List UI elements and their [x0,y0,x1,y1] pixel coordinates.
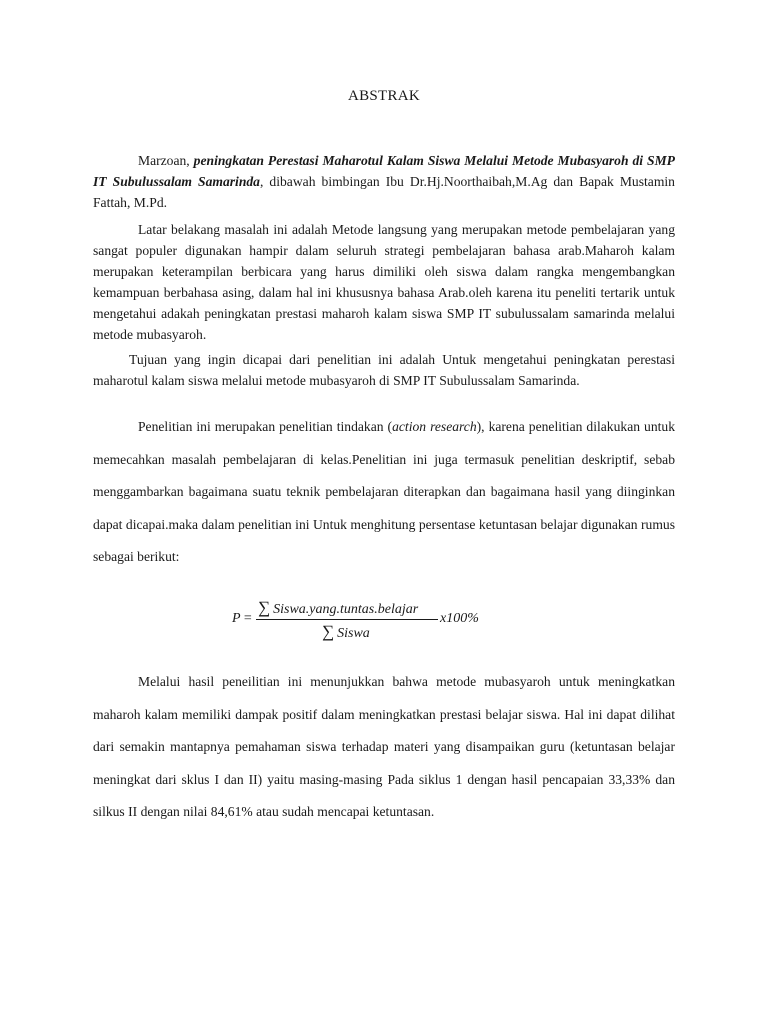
paragraph-background: Latar belakang masalah ini adalah Metode langsung yang merupakan metode pembelajaran yang sangat populer digunakan hampir dalam seluruh strategi pembelajaran bahasa arab.Maharoh kalam merupakan keterampilan berbicara yang harus dimiliki oleh siswa dalam rangka mengembangkan kemampuan berbahasa asing, dalam hal ini khususnya bahasa Arab.oleh karena itu peneliti tertarik untuk mengetahui adakah peningkatan prestasi maharoh kalam siswa SMP IT subulussalam samarinda melalui metode mubasyaroh. [93,222,675,342]
formula-multiplier: x100% [440,611,479,626]
page-title: ABSTRAK [347,88,421,104]
formula-lhs: P = [232,611,252,626]
thesis-title: peningkatan Perestasi Maharotul Kalam Siswa Melalui Metode Mubasyaroh di SMP IT Subulussalam Samarinda [93,153,675,189]
percentage-formula [232,598,512,644]
method-italic-term: action research [392,419,477,434]
formula-numerator: ∑ Siswa.yang.tuntas.belajar [258,598,419,617]
paragraph-results: Melalui hasil peneilitian ini menunjukkan bahwa metode mubasyaroh untuk meningkatkan maharoh kalam memiliki dampak positif dalam meningkatkan prestasi belajar siswa. Hal ini dapat dilihat dari semakin mantapnya pemahaman siswa terhadap materi yang disampaikan guru (ketuntasan belajar meningkat dari sklus I dan II) yaitu masing-masing Pada siklus 1 dengan hasil pencapaian 33,33% dan silkus II dengan nilai 84,61% atau sudah mencapai ketuntasan. [93,674,675,819]
paragraph-identity [93,150,675,213]
paragraph-objective: Tujuan yang ingin dicapai dari penelitian ini adalah Untuk mengetahui peningkatan perestasi maharotul kalam siswa melalui metode mubasyaroh di SMP IT Subulussalam Samarinda. [93,352,675,388]
sigma-symbol: ∑ [322,622,335,641]
paragraph-method [93,411,675,574]
fraction-bar [256,619,438,620]
author-name: Marzoan, [138,153,194,168]
formula-denominator: ∑ Siswa [322,622,370,641]
sigma-symbol: ∑ [258,598,271,617]
method-text-before: Penelitian ini merupakan penelitian tindakan ( [138,419,393,434]
supervisors-text: , dibawah bimbingan Ibu Dr.Hj.Noorthaibah,M.Ag dan Bapak Mustamin Fattah, M.Pd. [93,174,675,210]
method-text-after: ), karena penelitian dilakukan untuk memecahkan masalah pembelajaran di kelas.Penelitian ini juga termasuk penelitian deskriptif, sebab menggambarkan bagaimana suatu teknik pembelajaran diterapkan dan bagaimana hasil yang diinginkan dapat dicapai.maka dalam penelitian ini Untuk menghitung persentase ketuntasan belajar digunakan rumus sebagai berikut: [93,419,675,564]
